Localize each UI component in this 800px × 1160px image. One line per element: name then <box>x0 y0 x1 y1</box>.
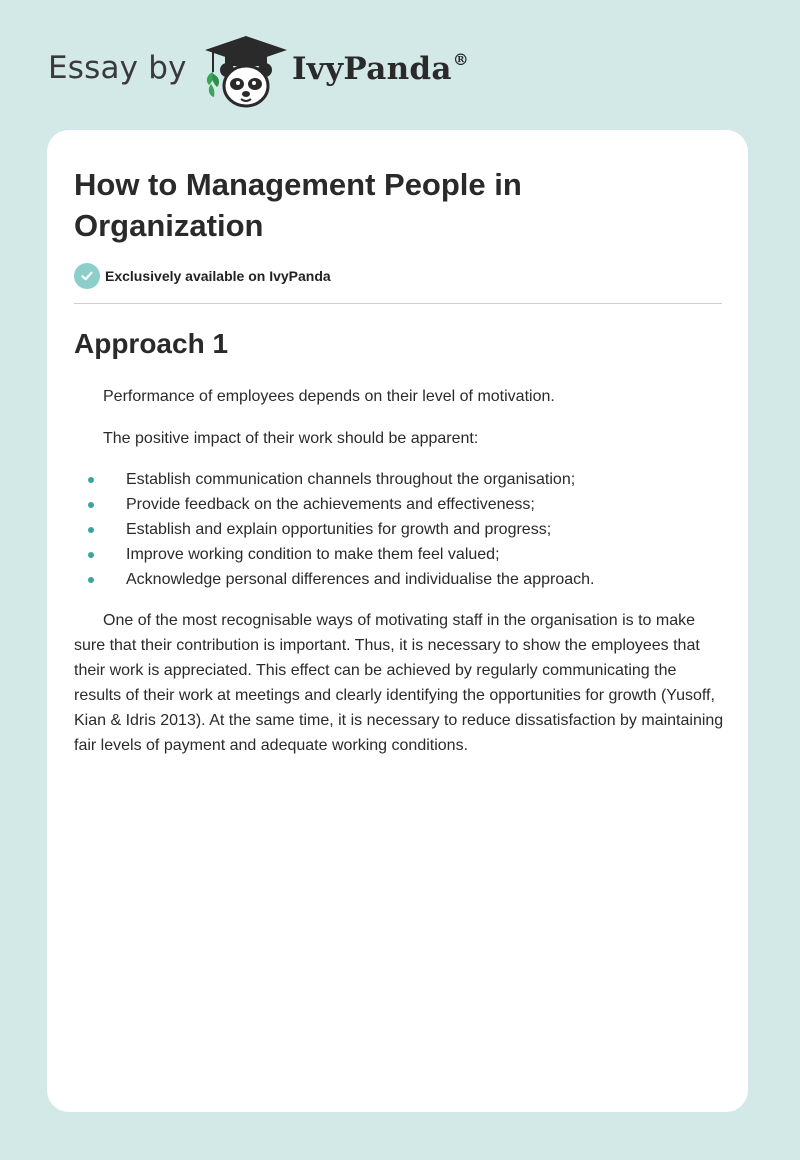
list-item <box>74 542 724 567</box>
list-item-text: Establish communication channels throughout the organisation; <box>126 471 576 488</box>
list-item <box>74 492 724 517</box>
exclusive-label: Exclusively available on IvyPanda <box>105 268 331 284</box>
bullet-icon <box>88 552 94 558</box>
panda-graduate-icon <box>203 34 289 110</box>
essay-content <box>74 384 724 758</box>
essay-by-label: Essay by <box>48 50 187 86</box>
check-icon <box>74 263 100 289</box>
bullet-list <box>74 467 724 592</box>
essay-title: How to Management People in Organization <box>74 167 522 243</box>
brand-logo-text[interactable] <box>292 50 469 87</box>
list-item-text: Acknowledge personal differences and individualise the approach. <box>126 571 595 588</box>
site-header <box>48 30 508 110</box>
list-item-text: Establish and explain opportunities for growth and progress; <box>126 521 552 538</box>
bullet-icon <box>88 527 94 533</box>
list-item <box>74 517 724 542</box>
bullet-icon <box>88 502 94 508</box>
section-heading: Approach 1 <box>74 328 229 359</box>
list-item <box>74 467 724 492</box>
bullet-icon <box>88 577 94 583</box>
paragraph: The positive impact of their work should be apparent: <box>103 430 479 447</box>
bullet-icon <box>88 477 94 483</box>
list-item <box>74 567 724 592</box>
body-paragraph: One of the most recognisable ways of motivating staff in the organisation is to make sure that their contribution is important. Thus, it is necessary to show the employees that their work is appreciated. This effect can be achieved by regularly communicating the results of their work at meetings and clearly identifying the opportunities for growth (Yusoff, Kian & Idris 2013). At the same time, it is necessary to reduce dissatisfaction by maintaining fair levels of payment and adequate working conditions. <box>74 612 724 754</box>
exclusive-badge <box>74 263 331 289</box>
essay-card <box>47 130 748 1112</box>
brand-name: IvyPanda <box>292 51 452 87</box>
list-item-text: Provide feedback on the achievements and effectiveness; <box>126 496 535 513</box>
list-item-text: Improve working condition to make them feel valued; <box>126 546 500 563</box>
paragraph: Performance of employees depends on their level of motivation. <box>103 388 555 405</box>
divider <box>74 303 722 304</box>
registered-mark: ® <box>452 50 470 69</box>
